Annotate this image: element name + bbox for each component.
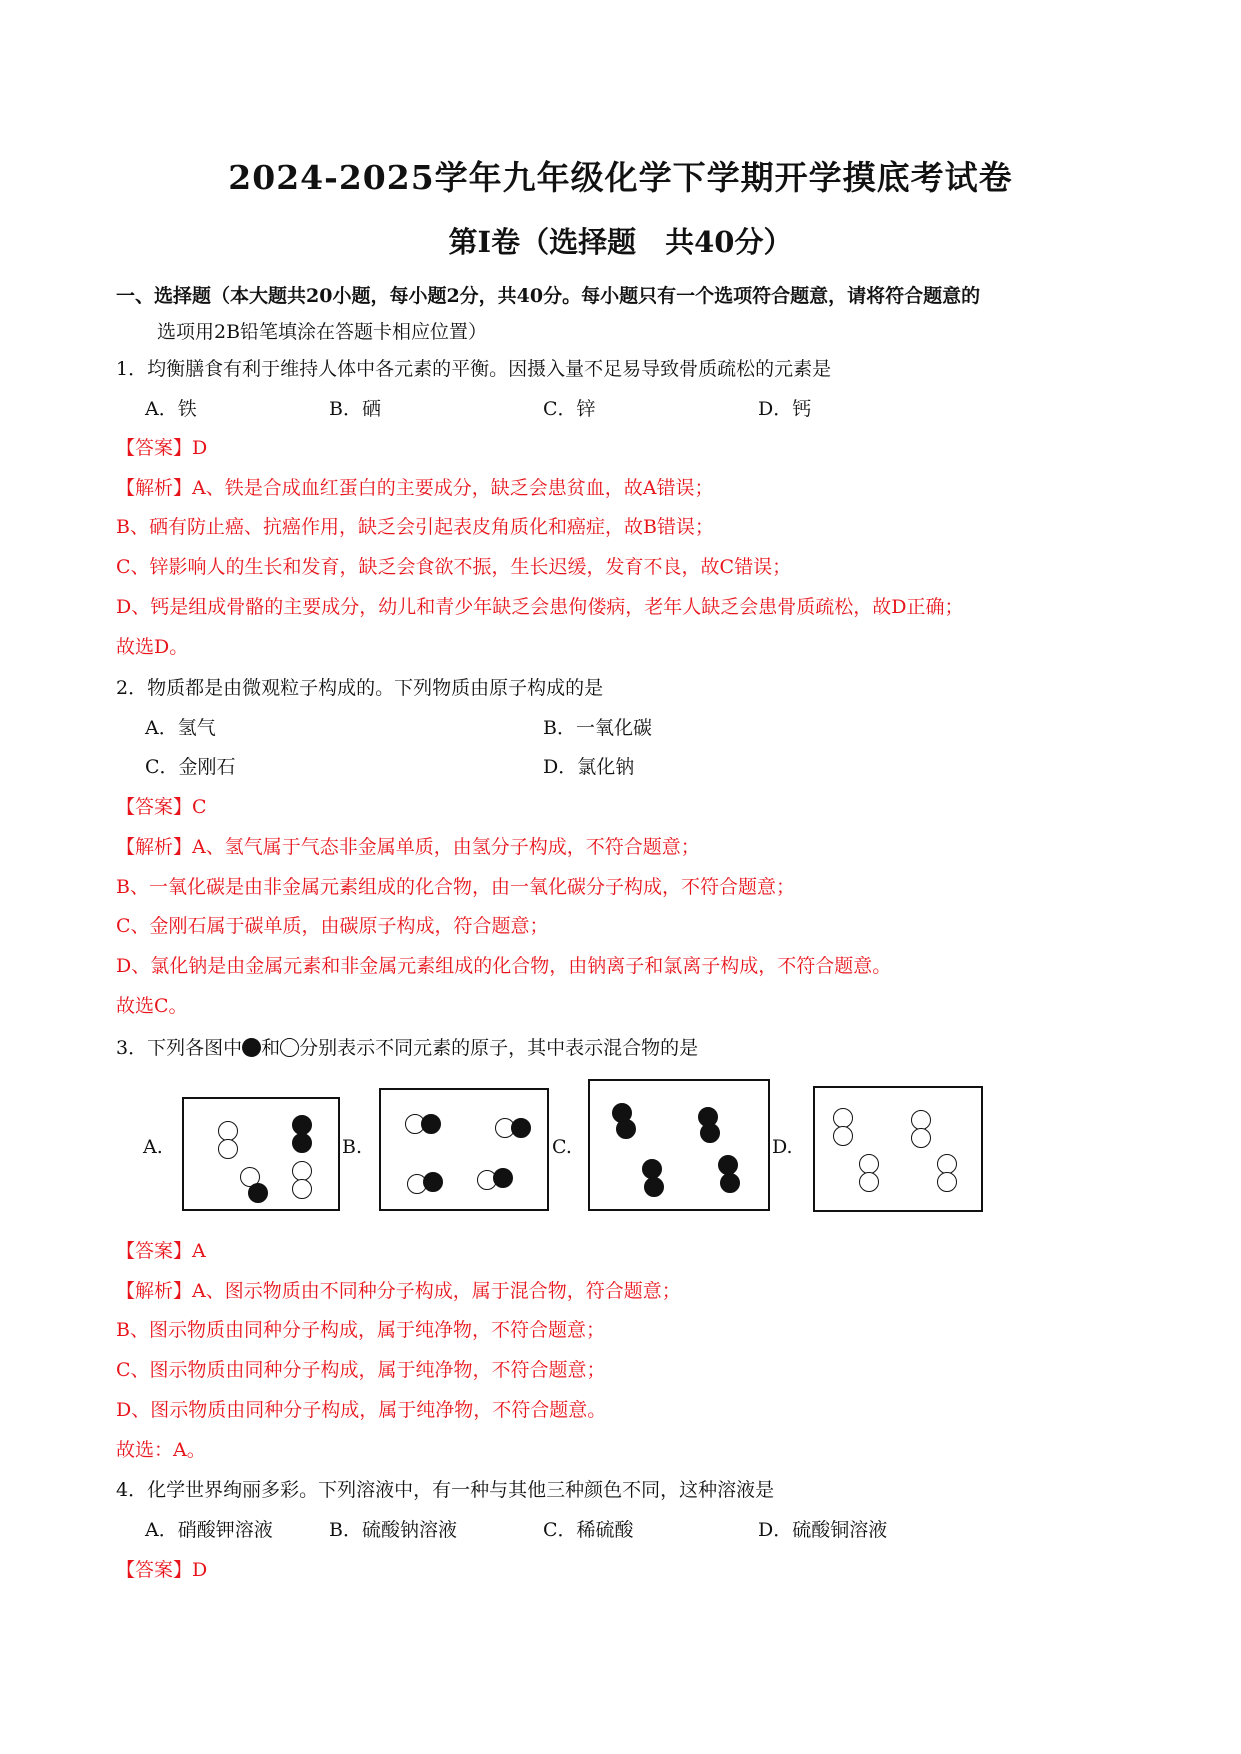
- black-atom-icon: [718, 1155, 738, 1175]
- white-atom-icon: [937, 1172, 957, 1192]
- q3-figure-c-label: C.: [552, 1136, 572, 1158]
- black-atom-icon: [248, 1183, 268, 1203]
- q3-analysis-3: C、图示物质由同种分子构成，属于纯净物，不符合题意；: [116, 1359, 606, 1381]
- q2-analysis-5: 故选C。: [116, 995, 188, 1017]
- white-atom-icon: [292, 1161, 312, 1181]
- page-subtitle: 第Ⅰ卷（选择题 共40分）: [448, 225, 793, 259]
- q2-answer: [116, 792, 207, 819]
- answer-value: C: [192, 796, 207, 818]
- q3-analysis-1: [116, 1276, 681, 1303]
- white-atom-icon: [292, 1179, 312, 1199]
- black-atom-icon: [616, 1119, 636, 1139]
- q3-stem: [116, 1033, 698, 1060]
- q4-option-a: A．硝酸钾溶液: [145, 1519, 273, 1541]
- q3-figure-a-label: A.: [143, 1136, 163, 1158]
- q3-analysis-4: D、图示物质由同种分子构成，属于纯净物，不符合题意。: [116, 1399, 607, 1421]
- q2-option-b: B．一氧化碳: [543, 717, 652, 739]
- analysis-tag: 【解析】: [116, 836, 193, 858]
- answer-tag: 【答案】: [116, 796, 193, 818]
- white-atom-icon: [280, 1038, 299, 1057]
- q1-option-a: A．铁: [145, 398, 197, 420]
- q4-stem: 4．化学世界绚丽多彩。下列溶液中，有一种与其他三种颜色不同，这种溶液是: [116, 1479, 775, 1501]
- q3-analysis-5: 故选：A。: [116, 1439, 206, 1461]
- q2-analysis-1: [116, 832, 700, 859]
- black-atom-icon: [511, 1118, 531, 1138]
- q2-option-a: A．氢气: [145, 717, 216, 739]
- q3-stem-part2: 和: [261, 1037, 281, 1059]
- q4-option-c: C．稀硫酸: [543, 1519, 634, 1541]
- answer-value: D: [192, 1559, 208, 1581]
- q2-option-c: C．金刚石: [145, 756, 236, 778]
- answer-tag: 【答案】: [116, 1240, 193, 1262]
- black-atom-icon: [423, 1172, 443, 1192]
- q1-option-d: D．钙: [758, 398, 812, 420]
- q2-analysis-4: D、氯化钠是由金属元素和非金属元素组成的化合物，由钠离子和氯离子构成，不符合题意。: [116, 955, 892, 977]
- q3-figure-a: [182, 1097, 340, 1211]
- q1-analysis-2: B、硒有防止癌、抗癌作用，缺乏会引起表皮角质化和癌症，故B错误；: [116, 516, 714, 538]
- q1-analysis-3: C、锌影响人的生长和发育，缺乏会食欲不振，生长迟缓，发育不良，故C错误；: [116, 556, 792, 578]
- q1-option-c: C．锌: [543, 398, 596, 420]
- q4-option-d: D．硫酸铜溶液: [758, 1519, 888, 1541]
- white-atom-icon: [911, 1128, 931, 1148]
- q3-figure-d-label: D.: [772, 1136, 793, 1158]
- q2-analysis-3: C、金刚石属于碳单质，由碳原子构成，符合题意；: [116, 915, 549, 937]
- q2-analysis-2: B、一氧化碳是由非金属元素组成的化合物，由一氧化碳分子构成，不符合题意；: [116, 876, 795, 898]
- white-atom-icon: [218, 1139, 238, 1159]
- q4-option-b: B．硫酸钠溶液: [329, 1519, 457, 1541]
- analysis-text: A、图示物质由不同种分子构成，属于混合物，符合题意；: [192, 1280, 681, 1302]
- answer-value: D: [192, 437, 208, 459]
- q3-figure-d: [813, 1086, 983, 1212]
- q3-analysis-2: B、图示物质由同种分子构成，属于纯净物，不符合题意；: [116, 1319, 605, 1341]
- q3-figure-c: [588, 1079, 770, 1211]
- q1-option-b: B．硒: [329, 398, 381, 420]
- white-atom-icon: [833, 1126, 853, 1146]
- q2-stem: 2．物质都是由微观粒子构成的。下列物质由原子构成的是: [116, 677, 604, 699]
- page-title: 2024-2025学年九年级化学下学期开学摸底考试卷: [228, 158, 1013, 197]
- q4-answer: [116, 1555, 207, 1582]
- answer-value: A: [192, 1240, 206, 1262]
- section-heading-line2: 选项用2B铅笔填涂在答题卡相应位置）: [157, 321, 488, 343]
- analysis-tag: 【解析】: [116, 477, 193, 499]
- analysis-text: A、氢气属于气态非金属单质，由氢分子构成，不符合题意；: [192, 836, 700, 858]
- white-atom-icon: [859, 1154, 879, 1174]
- white-atom-icon: [218, 1121, 238, 1141]
- q3-answer: [116, 1236, 206, 1263]
- q1-analysis-5: 故选D。: [116, 636, 189, 658]
- white-atom-icon: [859, 1172, 879, 1192]
- black-atom-icon: [421, 1114, 441, 1134]
- black-atom-icon: [292, 1115, 312, 1135]
- black-atom-icon: [493, 1168, 513, 1188]
- black-atom-icon: [242, 1038, 261, 1057]
- answer-tag: 【答案】: [116, 1559, 193, 1581]
- black-atom-icon: [292, 1133, 312, 1153]
- q1-analysis-1: [116, 473, 713, 500]
- white-atom-icon: [911, 1110, 931, 1130]
- q3-figure-b: [379, 1088, 549, 1211]
- black-atom-icon: [700, 1123, 720, 1143]
- black-atom-icon: [642, 1159, 662, 1179]
- q1-answer: [116, 433, 207, 460]
- q1-analysis-4: D、钙是组成骨骼的主要成分，幼儿和青少年缺乏会患佝偻病，老年人缺乏会患骨质疏松，故D正确；: [116, 596, 964, 618]
- black-atom-icon: [720, 1173, 740, 1193]
- q3-stem-part1: 3．下列各图中: [116, 1037, 243, 1059]
- analysis-text: A、铁是合成血红蛋白的主要成分，缺乏会患贫血，故A错误；: [192, 477, 714, 499]
- answer-tag: 【答案】: [116, 437, 193, 459]
- q3-stem-part3: 分别表示不同元素的原子，其中表示混合物的是: [299, 1037, 699, 1059]
- q1-stem: 1．均衡膳食有利于维持人体中各元素的平衡。因摄入量不足易导致骨质疏松的元素是: [116, 358, 832, 380]
- white-atom-icon: [833, 1108, 853, 1128]
- analysis-tag: 【解析】: [116, 1280, 193, 1302]
- q2-option-d: D．氯化钠: [543, 756, 635, 778]
- section-heading-line1: 一、选择题（本大题共20小题，每小题2分，共40分。每小题只有一个选项符合题意，请将符合题意的: [116, 285, 981, 307]
- q3-figure-b-label: B.: [342, 1136, 363, 1158]
- black-atom-icon: [644, 1177, 664, 1197]
- white-atom-icon: [937, 1154, 957, 1174]
